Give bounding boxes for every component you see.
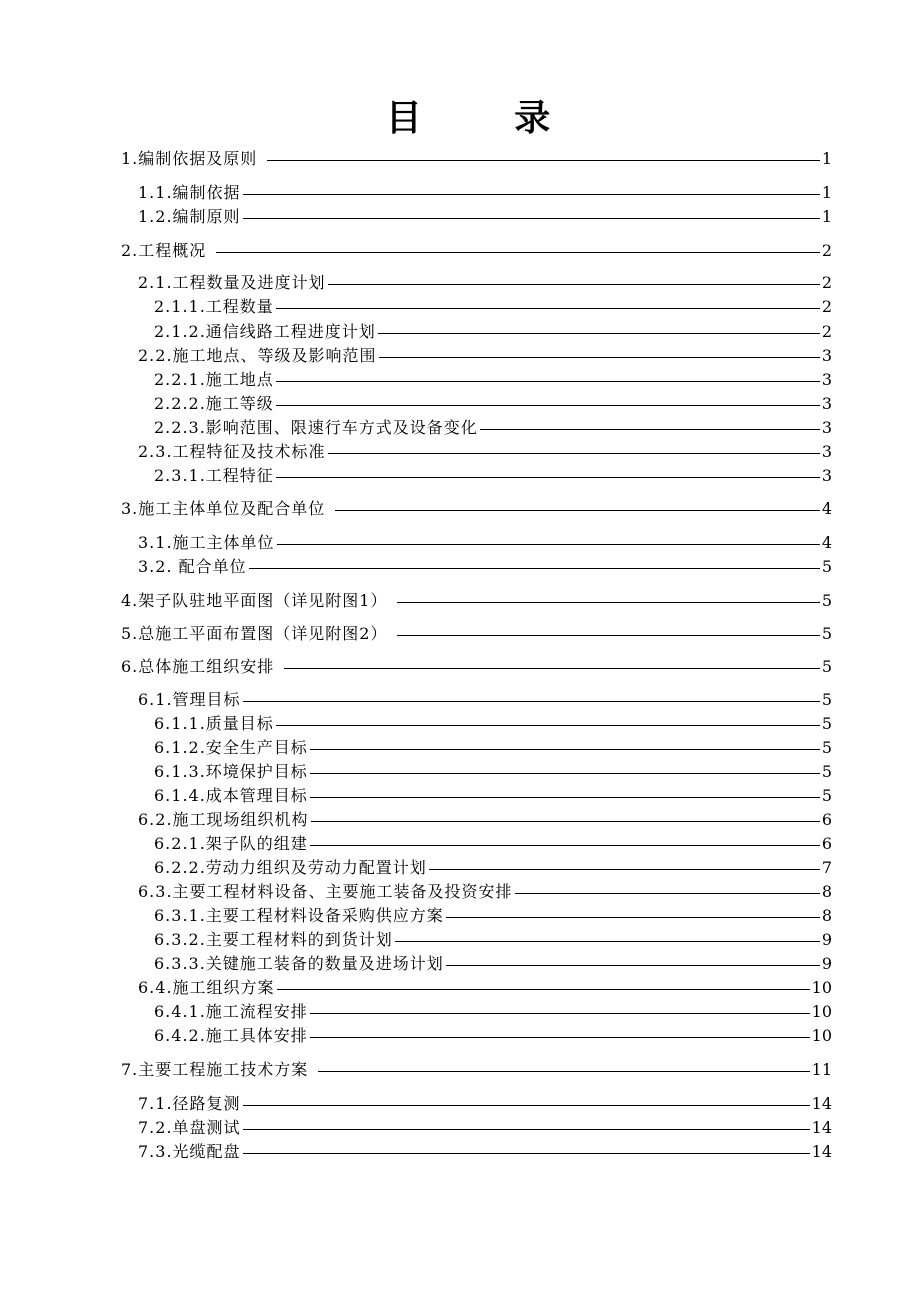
toc-leader-line (284, 668, 820, 669)
toc-entry-page-number: 6 (821, 834, 832, 853)
toc-entry-page-number: 4 (821, 499, 832, 518)
toc-entry[interactable] (154, 712, 832, 736)
toc-entry-page-number: 7 (821, 858, 832, 877)
toc-entry-label: 6.1.2.安全生产目标 (154, 738, 308, 757)
toc-entry-page-number: 4 (821, 533, 832, 552)
toc-leader-line (328, 284, 820, 285)
toc-entry[interactable] (121, 1058, 832, 1082)
toc-entry-label: 2.1.2.通信线路工程进度计划 (154, 322, 376, 341)
toc-entry[interactable] (138, 271, 832, 295)
toc-entry-label: 2.2.2.施工等级 (154, 394, 274, 413)
toc-entry-page-number: 2 (821, 297, 832, 316)
toc-entry[interactable] (154, 416, 832, 440)
toc-entry[interactable] (154, 392, 832, 416)
toc-entry-label: 2.1.1.工程数量 (154, 297, 274, 316)
toc-entry-label: 3.1.施工主体单位 (138, 533, 275, 552)
toc-entry[interactable] (138, 531, 832, 555)
toc-entry-page-number: 6 (821, 810, 832, 829)
toc-leader-line (446, 965, 820, 966)
toc-entry-label: 6.1.1.质量目标 (154, 714, 274, 733)
toc-entry-label: 2.2.3.影响范围、限速行车方式及设备变化 (154, 418, 478, 437)
toc-entry-page-number: 10 (811, 1026, 832, 1045)
toc-entry-page-number: 2 (821, 322, 832, 341)
toc-entry-page-number: 5 (821, 690, 832, 709)
toc-leader-line (267, 160, 820, 161)
toc-entry-label: 6.2.2.劳动力组织及劳动力配置计划 (154, 858, 427, 877)
toc-leader-line (328, 453, 820, 454)
toc-entry[interactable] (138, 1140, 832, 1164)
toc-entry[interactable] (154, 928, 832, 952)
toc-entry-label: 2.1.工程数量及进度计划 (138, 273, 326, 292)
toc-entry-label: 6.4.施工组织方案 (138, 978, 275, 997)
toc-leader-line (310, 1037, 810, 1038)
toc-leader-line (276, 477, 820, 478)
toc-leader-line (243, 218, 820, 219)
toc-entry-page-number: 5 (821, 624, 832, 643)
toc-entry-label: 6.1.管理目标 (138, 690, 241, 709)
toc-entry[interactable] (154, 1024, 832, 1048)
toc-entry[interactable] (121, 239, 832, 263)
toc-leader-line (216, 252, 820, 253)
toc-entry-page-number: 5 (821, 657, 832, 676)
toc-entry-page-number: 2 (821, 273, 832, 292)
toc-leader-line (310, 797, 820, 798)
toc-entry[interactable] (154, 904, 832, 928)
toc-entry-label: 1.编制依据及原则 (121, 149, 258, 168)
toc-leader-line (310, 845, 820, 846)
toc-leader-line (480, 429, 820, 430)
toc-leader-line (310, 749, 820, 750)
toc-entry-label: 7.3.光缆配盘 (138, 1142, 241, 1161)
toc-entry-page-number: 5 (821, 591, 832, 610)
toc-entry-label: 5.总施工平面布置图（详见附图2） (121, 624, 388, 643)
toc-entry[interactable] (154, 295, 832, 319)
toc-entry[interactable] (154, 320, 832, 344)
toc-entry[interactable] (138, 880, 832, 904)
toc-leader-line (311, 821, 820, 822)
toc-entry[interactable] (154, 784, 832, 808)
toc-leader-line (446, 917, 820, 918)
toc-entry-label: 3.施工主体单位及配合单位 (121, 499, 326, 518)
toc-entry-label: 7.2.单盘测试 (138, 1118, 241, 1137)
toc-leader-line (378, 333, 820, 334)
toc-entry[interactable] (138, 205, 832, 229)
toc-entry-page-number: 11 (811, 1060, 832, 1079)
toc-entry-label: 2.工程概况 (121, 241, 207, 260)
toc-leader-line (310, 773, 820, 774)
toc-entry[interactable] (154, 1000, 832, 1024)
toc-entry-label: 4.架子队驻地平面图（详见附图1） (121, 591, 388, 610)
toc-entry-page-number: 5 (821, 557, 832, 576)
toc-leader-line (379, 357, 820, 358)
toc-entry-page-number: 3 (821, 466, 832, 485)
toc-entry[interactable] (138, 181, 832, 205)
toc-entry-page-number: 10 (811, 978, 832, 997)
toc-entry-label: 2.2.1.施工地点 (154, 370, 274, 389)
toc-leader-line (243, 701, 820, 702)
toc-leader-line (249, 568, 820, 569)
toc-entry-label: 2.3.1.工程特征 (154, 466, 274, 485)
toc-entry-label: 3.2. 配合单位 (138, 557, 247, 576)
toc-entry-page-number: 9 (821, 930, 832, 949)
toc-entry-page-number: 3 (821, 370, 832, 389)
toc-leader-line (243, 194, 820, 195)
toc-entry[interactable] (154, 736, 832, 760)
toc-entry[interactable] (138, 808, 832, 832)
toc-leader-line (397, 635, 819, 636)
toc-entry-label: 1.2.编制原则 (138, 207, 241, 226)
toc-entry-label: 6.2.施工现场组织机构 (138, 810, 309, 829)
toc-entry-page-number: 1 (821, 183, 832, 202)
toc-entry[interactable] (138, 555, 832, 579)
toc-entry[interactable] (154, 832, 832, 856)
toc-entry[interactable] (138, 976, 832, 1000)
toc-entry-label: 6.3.主要工程材料设备、主要施工装备及投资安排 (138, 882, 513, 901)
toc-leader-line (277, 989, 810, 990)
toc-entry-page-number: 3 (821, 394, 832, 413)
toc-leader-line (276, 308, 820, 309)
toc-entry-page-number: 5 (821, 762, 832, 781)
toc-entry-label: 6.3.3.关键施工装备的数量及进场计划 (154, 954, 444, 973)
toc-entry-page-number: 3 (821, 346, 832, 365)
toc-entry-page-number: 9 (821, 954, 832, 973)
toc-entry-label: 7.1.径路复测 (138, 1094, 241, 1113)
toc-leader-line (429, 869, 820, 870)
toc-entry[interactable] (138, 688, 832, 712)
toc-entry-label: 7.主要工程施工技术方案 (121, 1060, 309, 1079)
toc-entry-page-number: 5 (821, 714, 832, 733)
toc-entry[interactable] (154, 952, 832, 976)
toc-leader-line (318, 1071, 809, 1072)
toc-entry-page-number: 3 (821, 442, 832, 461)
toc-leader-line (397, 602, 819, 603)
toc-entry-page-number: 8 (821, 882, 832, 901)
toc-leader-line (335, 510, 820, 511)
toc-entry-label: 1.1.编制依据 (138, 183, 241, 202)
toc-entry-page-number: 1 (821, 149, 832, 168)
toc-entry-label: 6.4.1.施工流程安排 (154, 1002, 308, 1021)
toc-entry-page-number: 5 (821, 786, 832, 805)
toc-entry-label: 6.1.3.环境保护目标 (154, 762, 308, 781)
toc-entry-page-number: 8 (821, 906, 832, 925)
toc-entry[interactable] (138, 440, 832, 464)
toc-entry-label: 6.总体施工组织安排 (121, 657, 275, 676)
toc-entry[interactable] (138, 1116, 832, 1140)
toc-entry[interactable] (121, 497, 832, 521)
toc-entry-page-number: 3 (821, 418, 832, 437)
toc-entry-page-number: 10 (811, 1002, 832, 1021)
toc-entry[interactable] (138, 1092, 832, 1116)
toc-entry[interactable] (121, 655, 832, 679)
toc-entry-page-number: 1 (821, 207, 832, 226)
toc-entry[interactable] (121, 622, 832, 646)
toc-entry-label: 6.4.2.施工具体安排 (154, 1026, 308, 1045)
toc-leader-line (276, 381, 820, 382)
toc-entry[interactable] (154, 464, 832, 488)
toc-entry-page-number: 14 (811, 1094, 832, 1113)
toc-leader-line (515, 893, 820, 894)
toc-entry[interactable] (154, 856, 832, 880)
toc-entry-label: 6.2.1.架子队的组建 (154, 834, 308, 853)
toc-title: 目 录 (385, 97, 591, 139)
toc-entry-label: 6.3.1.主要工程材料设备采购供应方案 (154, 906, 444, 925)
toc-entry-label: 2.2.施工地点、等级及影响范围 (138, 346, 377, 365)
toc-entry-label: 6.3.2.主要工程材料的到货计划 (154, 930, 393, 949)
toc-entry[interactable] (121, 147, 832, 171)
toc-entry-label: 2.3.工程特征及技术标准 (138, 442, 326, 461)
toc-leader-line (310, 1013, 810, 1014)
toc-entry[interactable] (138, 344, 832, 368)
toc-entry[interactable] (154, 368, 832, 392)
toc-entry[interactable] (154, 760, 832, 784)
toc-entry-page-number: 2 (821, 241, 832, 260)
toc-entry-page-number: 14 (811, 1142, 832, 1161)
toc-leader-line (395, 941, 820, 942)
toc-leader-line (243, 1105, 810, 1106)
toc-leader-line (276, 405, 820, 406)
toc-leader-line (277, 544, 820, 545)
toc-entry-page-number: 14 (811, 1118, 832, 1137)
toc-leader-line (243, 1153, 810, 1154)
toc-entry[interactable] (121, 589, 832, 613)
toc-entry-label: 6.1.4.成本管理目标 (154, 786, 308, 805)
toc-leader-line (276, 725, 820, 726)
toc-entry-page-number: 5 (821, 738, 832, 757)
toc-leader-line (243, 1129, 810, 1130)
